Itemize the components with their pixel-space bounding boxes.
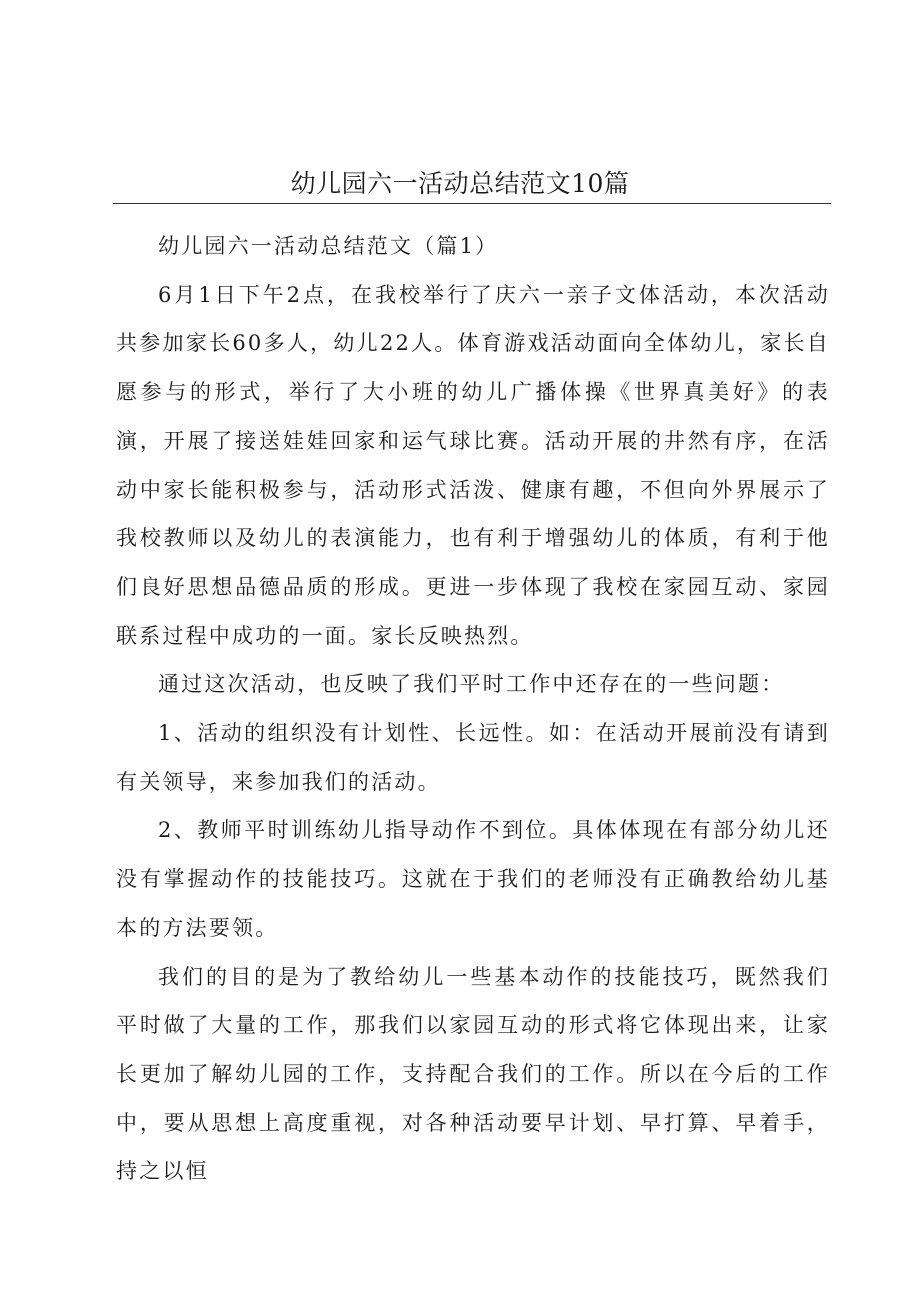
title-underline [113,203,831,204]
paragraph: 通过这次活动，也反映了我们平时工作中还存在的一些问题： [158,672,785,697]
paragraph: 2、教师平时训练幼儿指导动作不到位。具体体现在有部分幼儿还没有掌握动作的技能技巧。这就在于我们的老师没有正确教给幼儿基本的方法要领。 [116,818,830,940]
paragraph: 6月1日下午2点，在我校举行了庆六一亲子文体活动，本次活动共参加家长60多人，幼儿22人。体育游戏活动面向全体幼儿，家长自愿参与的形式，举行了大小班的幼儿广播体操《世界真美好》的表演，开展了接送娃娃回家和运气球比赛。活动开展的井然有序，在活动中家长能积极参与，活动形式活泼、健康有趣，不但向外界展示了我校教师以及幼儿的表演能力，也有利于增强幼儿的体质，有利于他们良好思想品德品质的形成。更进一步体现了我校在家园互动、家园联系过程中成功的一面。家长反映热烈。 [116,282,830,648]
paragraph: 我们的目的是为了教给幼儿一些基本动作的技能技巧，既然我们平时做了大量的工作，那我们以家园互动的形式将它体现出来，让家长更加了解幼儿园的工作，支持配合我们的工作。所以在今后的工作中，要从思想上高度重视，对各种活动要早计划、早打算、早着手，持之以恒 [116,964,830,1184]
section-heading: 幼儿园六一活动总结范文（篇1） [158,234,499,258]
paragraph: 1、活动的组织没有计划性、长远性。如：在活动开展前没有请到有关领导，来参加我们的活动。 [116,721,830,794]
document-title: 幼儿园六一活动总结范文10篇 [290,169,630,198]
document-body [116,222,830,1196]
